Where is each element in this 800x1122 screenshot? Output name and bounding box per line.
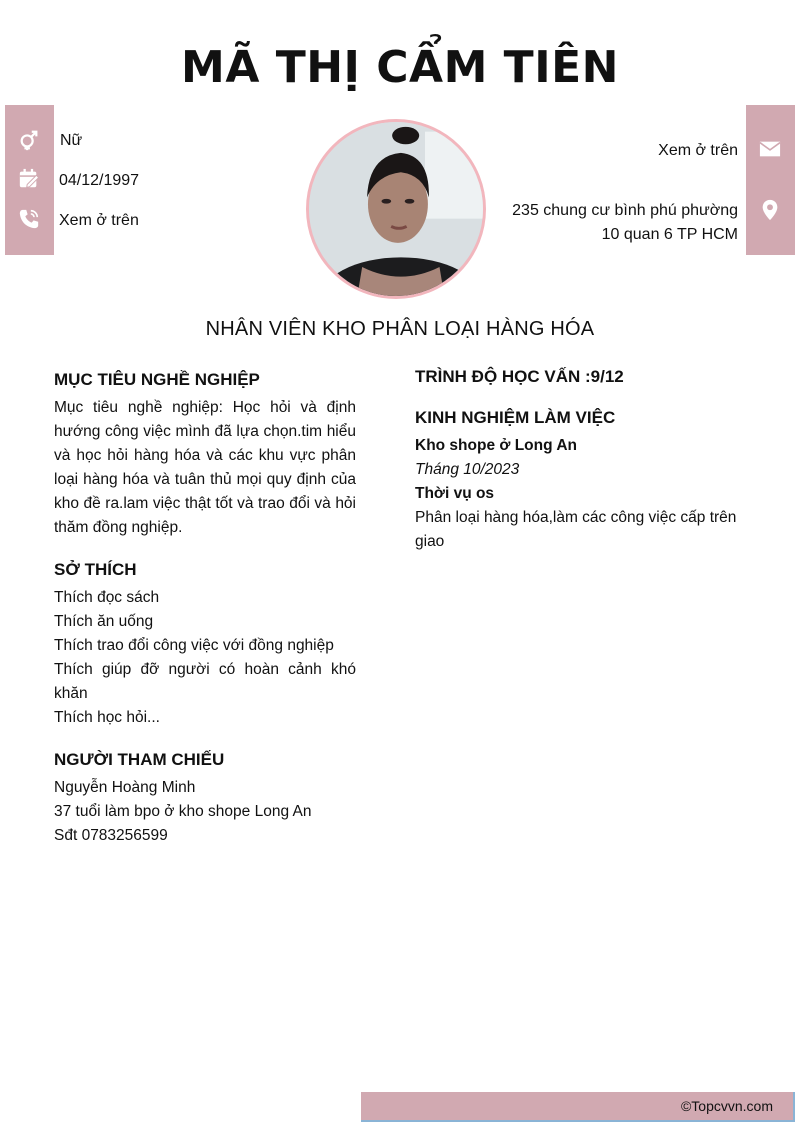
list-item: Thích giúp đỡ người có hoàn cảnh khó khăn xyxy=(54,661,356,702)
left-icon-bar xyxy=(5,105,54,255)
list-item: Thích ăn uống xyxy=(54,613,154,630)
email-icon xyxy=(759,138,781,160)
email-text: Xem ở trên xyxy=(658,142,738,159)
candidate-name: MÃ THỊ CẨM TIÊN xyxy=(181,42,619,93)
phone-text: Xem ở trên xyxy=(59,212,139,229)
career-goal-text: Mục tiêu nghề nghiệp: Học hỏi và định hướng công việc mình đã lựa chọn.tim hiểu và học hỏi hàng hóa và các khu vực phân loại hàng hóa và tuân thủ mọi quy định của kho đề ra.lam việc thật tốt và trao đổi và hỏi thăm đồng nghiệp. xyxy=(54,399,356,536)
gender-text: Nữ xyxy=(60,132,83,149)
left-column xyxy=(54,368,356,848)
right-column xyxy=(415,365,745,554)
birthday-text: 04/12/1997 xyxy=(59,172,140,189)
list-item: Thích trao đổi công việc với đồng nghiệp xyxy=(54,637,334,654)
location-icon xyxy=(759,199,781,221)
experience-description: Phân loại hàng hóa,làm các công việc cấp trên giao xyxy=(415,509,737,550)
hobbies-list xyxy=(54,586,356,730)
reference-detail: 37 tuổi làm bpo ở kho shope Long An xyxy=(54,803,312,820)
avatar-photo xyxy=(306,119,486,299)
experience-date: Tháng 10/2023 xyxy=(415,461,520,478)
education-title: TRÌNH ĐỘ HỌC VẤN :9/12 xyxy=(415,367,624,386)
right-icon-bar xyxy=(746,105,795,255)
calendar-icon xyxy=(18,168,40,190)
career-goal-title: MỤC TIÊU NGHỀ NGHIỆP xyxy=(54,370,260,389)
hobbies-title: SỞ THÍCH xyxy=(54,560,137,579)
experience-position: Thời vụ os xyxy=(415,485,495,502)
reference-name: Nguyễn Hoàng Minh xyxy=(54,779,196,796)
list-item: Thích đọc sách xyxy=(54,589,160,606)
address-text: 235 chung cư bình phú phường 10 quan 6 TP HCM xyxy=(512,202,738,243)
gender-icon xyxy=(18,129,40,151)
phone-icon xyxy=(18,208,40,230)
footer-bar xyxy=(361,1092,795,1122)
experience-title: KINH NGHIỆM LÀM VIỆC xyxy=(415,408,616,427)
references-list xyxy=(54,776,356,848)
experience-company: Kho shope ở Long An xyxy=(415,437,577,454)
reference-phone: Sđt 0783256599 xyxy=(54,827,168,844)
references-title: NGƯỜI THAM CHIẾU xyxy=(54,750,225,769)
job-title: NHÂN VIÊN KHO PHÂN LOẠI HÀNG HÓA xyxy=(205,318,595,340)
footer-credit[interactable]: ©Topcvvn.com xyxy=(680,1098,773,1114)
list-item: Thích học hỏi... xyxy=(54,709,160,726)
